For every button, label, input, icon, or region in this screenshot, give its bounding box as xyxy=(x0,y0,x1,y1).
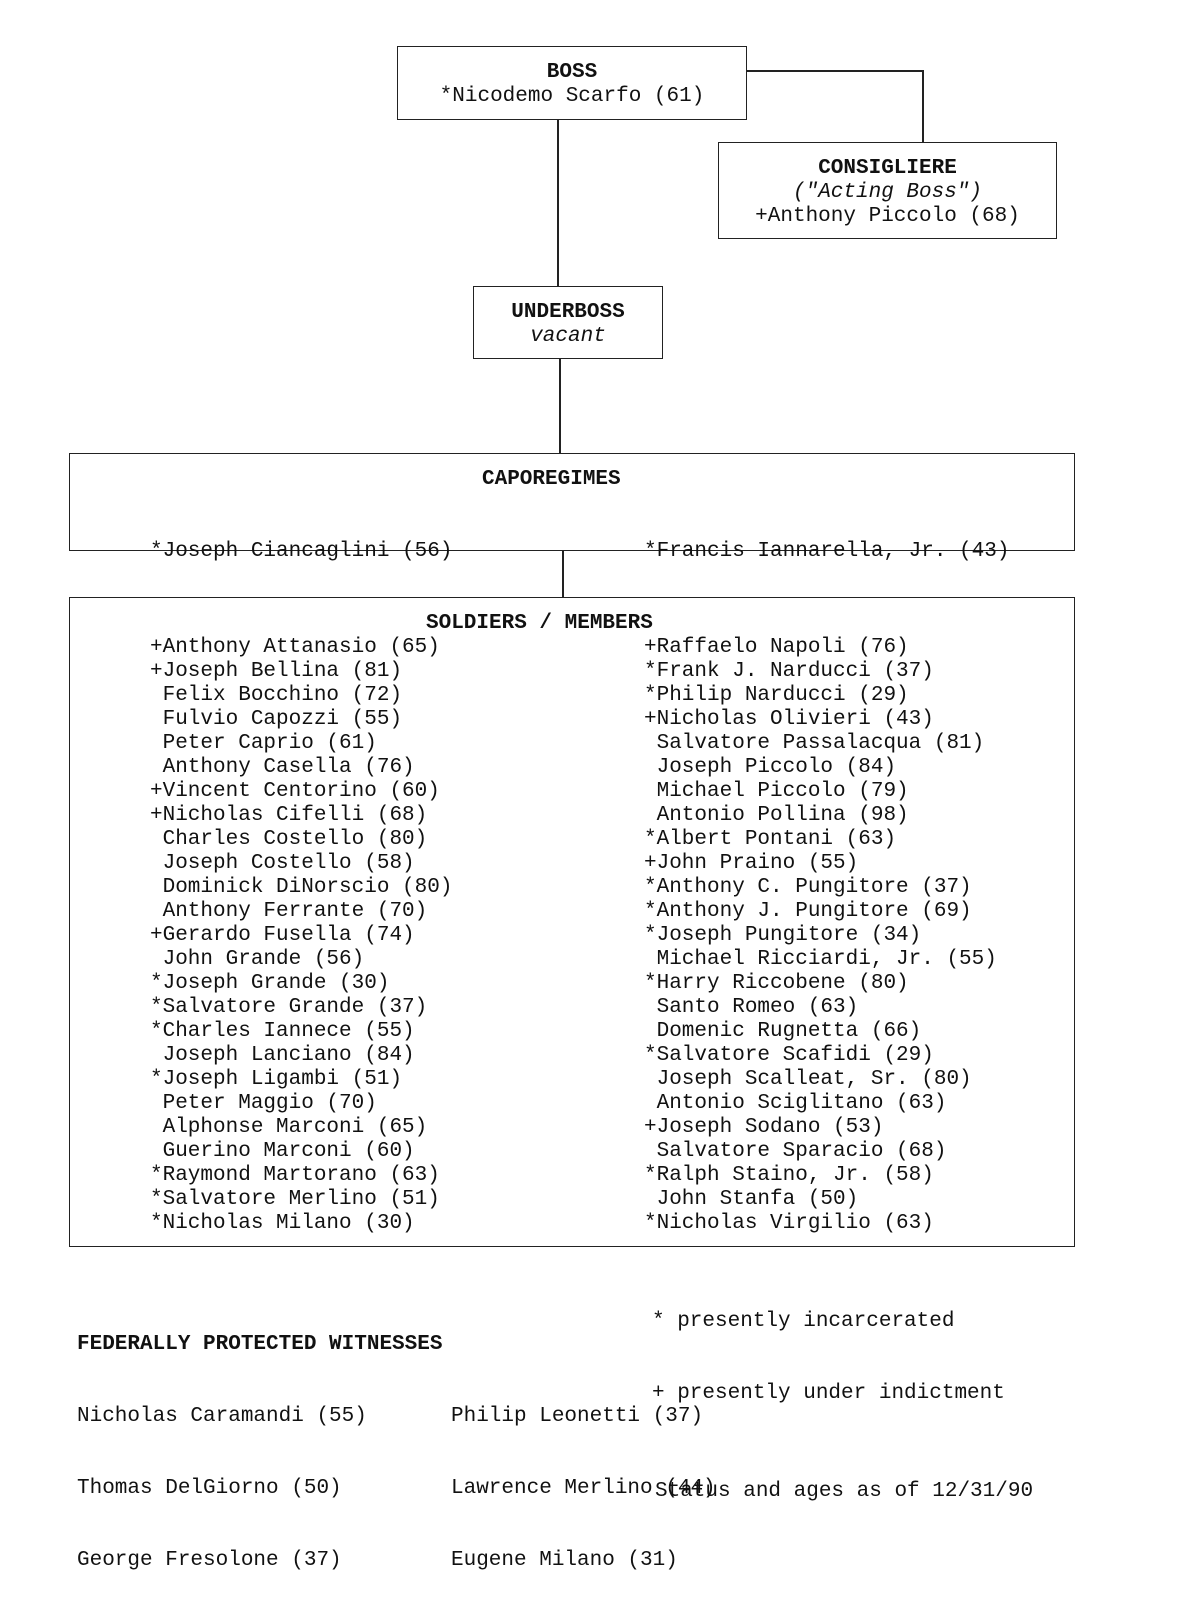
caporegimes-title: CAPOREGIMES xyxy=(482,468,621,491)
soldier-entry: Michael Ricciardi, Jr. (55) xyxy=(644,948,997,971)
soldiers-title: SOLDIERS / MEMBERS xyxy=(426,612,653,635)
boss-name: *Nicodemo Scarfo (61) xyxy=(439,85,705,108)
boss-box xyxy=(397,46,747,120)
soldier-entry: *Joseph Ligambi (51) xyxy=(150,1068,403,1091)
witnesses-title: FEDERALLY PROTECTED WITNESSES xyxy=(77,1333,443,1356)
soldier-entry: *Salvatore Scafidi (29) xyxy=(644,1044,934,1067)
soldier-entry: *Joseph Pungitore (34) xyxy=(644,924,922,947)
soldier-entry: *Anthony J. Pungitore (69) xyxy=(644,900,972,923)
consigliere-subtitle: ("Acting Boss") xyxy=(792,181,983,204)
soldier-entry: Guerino Marconi (60) xyxy=(150,1140,415,1163)
soldier-entry: *Salvatore Grande (37) xyxy=(150,996,428,1019)
soldiers-box xyxy=(69,597,1075,1247)
soldier-entry: John Stanfa (50) xyxy=(644,1188,859,1211)
soldier-entry: *Joseph Grande (30) xyxy=(150,972,390,995)
soldier-entry: Anthony Ferrante (70) xyxy=(150,900,428,923)
consigliere-title: CONSIGLIERE xyxy=(818,157,957,180)
witness-entry: Philip Leonetti (37) xyxy=(451,1405,704,1428)
boss-consigliere-connector-h xyxy=(746,70,924,72)
soldier-entry: *Albert Pontani (63) xyxy=(644,828,897,851)
soldier-entry: +Anthony Attanasio (65) xyxy=(150,636,440,659)
caporegime-entry: *Joseph Ciancaglini (56) xyxy=(150,540,453,563)
soldier-entry: Salvatore Passalacqua (81) xyxy=(644,732,985,755)
soldier-entry: Salvatore Sparacio (68) xyxy=(644,1140,947,1163)
underboss-box xyxy=(473,286,663,359)
soldier-entry: *Frank J. Narducci (37) xyxy=(644,660,934,683)
soldier-entry: Peter Maggio (70) xyxy=(150,1092,377,1115)
soldier-entry: +Vincent Centorino (60) xyxy=(150,780,440,803)
soldier-entry: +John Praino (55) xyxy=(644,852,859,875)
soldier-entry: +Joseph Bellina (81) xyxy=(150,660,403,683)
legend-indictment: + presently under indictment xyxy=(652,1382,1005,1405)
caporegimes-soldiers-connector xyxy=(562,550,564,598)
boss-title: BOSS xyxy=(546,61,598,84)
boss-underboss-connector xyxy=(557,119,559,286)
witness-entry: George Fresolone (37) xyxy=(77,1549,342,1572)
soldier-entry: *Raymond Martorano (63) xyxy=(150,1164,440,1187)
soldier-entry: Charles Costello (80) xyxy=(150,828,428,851)
soldier-entry: *Anthony C. Pungitore (37) xyxy=(644,876,972,899)
soldier-entry: *Nicholas Milano (30) xyxy=(150,1212,415,1235)
witnesses-left-column xyxy=(77,1357,367,1597)
soldier-entry: Anthony Casella (76) xyxy=(150,756,415,779)
witness-entry: Eugene Milano (31) xyxy=(451,1549,678,1572)
soldier-entry: Joseph Scalleat, Sr. (80) xyxy=(644,1068,972,1091)
soldier-entry: +Joseph Sodano (53) xyxy=(644,1116,884,1139)
underboss-caporegimes-connector xyxy=(559,358,561,454)
soldiers-left-column xyxy=(150,636,452,1236)
soldier-entry: Joseph Piccolo (84) xyxy=(644,756,897,779)
soldier-entry: Domenic Rugnetta (66) xyxy=(644,1020,922,1043)
soldier-entry: +Gerardo Fusella (74) xyxy=(150,924,415,947)
caporegimes-box xyxy=(69,453,1075,563)
status-footer: Status and ages as of 12/31/90 xyxy=(655,1480,1034,1503)
consigliere-box xyxy=(718,142,1057,239)
soldier-entry: *Nicholas Virgilio (63) xyxy=(644,1212,934,1235)
witness-entry: Nicholas Caramandi (55) xyxy=(77,1405,367,1428)
soldier-entry: *Philip Narducci (29) xyxy=(644,684,909,707)
soldier-entry: Fulvio Capozzi (55) xyxy=(150,708,403,731)
boss-consigliere-connector-v xyxy=(922,70,924,143)
underboss-name: vacant xyxy=(530,325,606,348)
witness-entry: Thomas DelGiorno (50) xyxy=(77,1477,342,1500)
soldier-entry: +Nicholas Olivieri (43) xyxy=(644,708,934,731)
soldier-entry: *Charles Iannece (55) xyxy=(150,1020,415,1043)
witnesses-right-column xyxy=(451,1357,716,1597)
consigliere-name: +Anthony Piccolo (68) xyxy=(755,205,1020,228)
soldier-entry: Peter Caprio (61) xyxy=(150,732,377,755)
caporegime-entry: *Francis Iannarella, Jr. (43) xyxy=(644,540,1010,563)
soldier-entry: Alphonse Marconi (65) xyxy=(150,1116,428,1139)
soldier-entry: Dominick DiNorscio (80) xyxy=(150,876,453,899)
soldiers-right-column xyxy=(644,636,997,1236)
soldier-entry: Antonio Pollina (98) xyxy=(644,804,909,827)
legend-incarcerated: * presently incarcerated xyxy=(652,1310,955,1333)
soldier-entry: *Salvatore Merlino (51) xyxy=(150,1188,440,1211)
soldier-entry: +Raffaelo Napoli (76) xyxy=(644,636,909,659)
soldier-entry: Joseph Costello (58) xyxy=(150,852,415,875)
soldier-entry: Santo Romeo (63) xyxy=(644,996,859,1019)
soldier-entry: *Harry Riccobene (80) xyxy=(644,972,909,995)
soldier-entry: *Ralph Staino, Jr. (58) xyxy=(644,1164,934,1187)
soldier-entry: +Nicholas Cifelli (68) xyxy=(150,804,428,827)
soldier-entry: Michael Piccolo (79) xyxy=(644,780,909,803)
soldier-entry: Joseph Lanciano (84) xyxy=(150,1044,415,1067)
underboss-title: UNDERBOSS xyxy=(511,301,625,324)
witness-entry: Lawrence Merlino (44) xyxy=(451,1477,716,1500)
soldier-entry: Antonio Sciglitano (63) xyxy=(644,1092,947,1115)
soldier-entry: John Grande (56) xyxy=(150,948,365,971)
soldier-entry: Felix Bocchino (72) xyxy=(150,684,403,707)
